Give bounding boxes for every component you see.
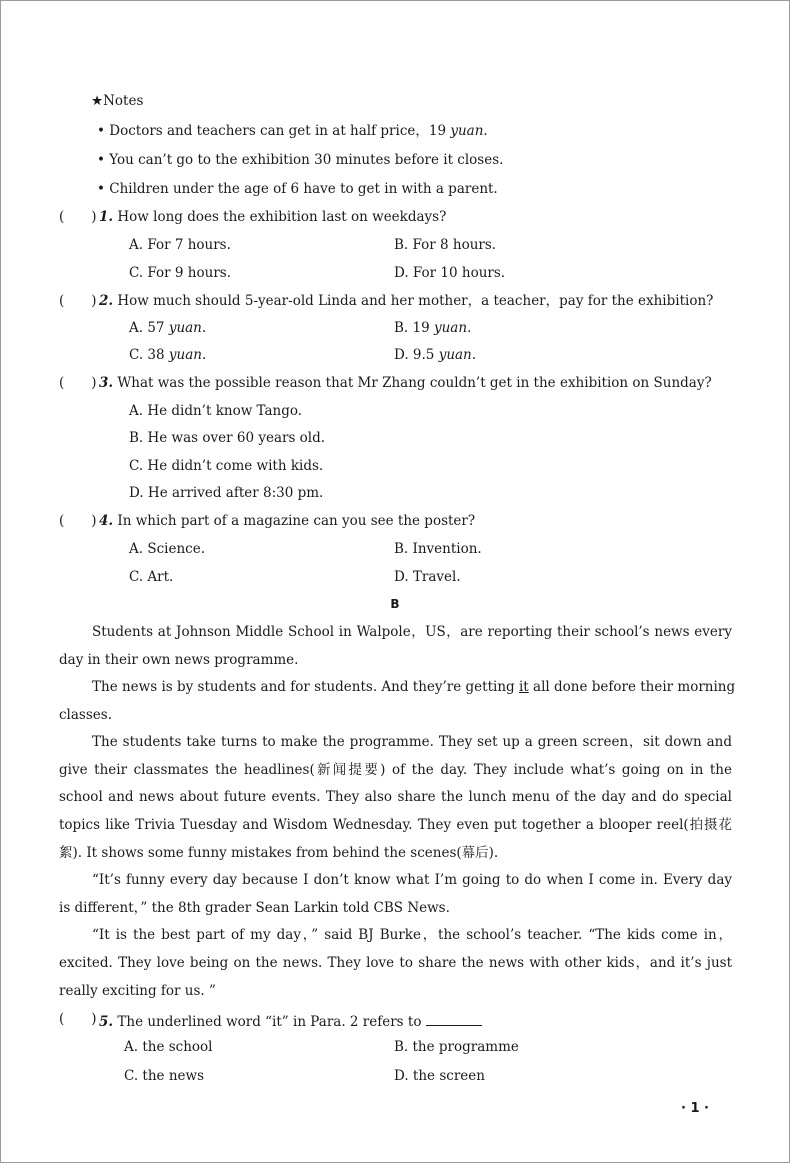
currency-word: yuan [450, 123, 484, 139]
passage-line: excited. They love being on the news. They love to share the news with other kids，and it’s just [59, 955, 732, 971]
option-d: D. He arrived after 8:30 pm. [129, 485, 324, 501]
question-text [99, 295, 713, 309]
answer-parentheses: ( ) [59, 375, 97, 391]
passage-text: The news is by students and for students. And they’re getting [92, 679, 515, 695]
answer-parentheses: ( ) [59, 513, 97, 529]
question-number: 2. [99, 293, 114, 309]
question-text [99, 211, 446, 225]
passage-line: school and news about future events. They also share the lunch menu of the day and do special [59, 789, 732, 805]
option-c: C. Art. [129, 569, 174, 585]
option-c: C. 38 yuan. [129, 347, 207, 363]
passage-line: topics like Trivia Tuesday and Wisdom Wednesday. They even put together a blooper reel(拍摄花 [59, 817, 732, 833]
answer-parentheses: ( ) [59, 209, 97, 225]
question-stem: What was the possible reason that Mr Zhang couldn’t get in the exhibition on Sunday? [113, 375, 712, 391]
option-b: B. He was over 60 years old. [129, 430, 326, 446]
passage-line: is different，” the 8th grader Sean Larkin told CBS News. [59, 900, 450, 916]
question-text [99, 1013, 482, 1030]
passage-line: give their classmates the headlines(新闻提要) of the day. They include what’s going on in the [59, 762, 732, 778]
question-number: 4. [99, 513, 114, 529]
question-number: 5. [99, 1014, 114, 1030]
option-c: C. For 9 hours. [129, 265, 232, 281]
passage-line: Students at Johnson Middle School in Walpole，US，are reporting their school’s news every [92, 624, 732, 640]
passage-line: The students take turns to make the programme. They set up a green screen，sit down and [92, 734, 732, 750]
passage-line [92, 679, 736, 695]
answer-parentheses: ( ) [59, 1011, 97, 1027]
option-d: D. For 10 hours. [394, 265, 506, 281]
option-d: D. Travel. [394, 569, 461, 585]
question-stem: How long does the exhibition last on weekdays? [113, 209, 447, 225]
notes-title: ★Notes [91, 93, 144, 109]
page-number: · 1 · [681, 1101, 709, 1116]
passage-line: 絮). It shows some funny mistakes from behind the scenes(幕后). [59, 845, 499, 861]
answer-blank[interactable] [426, 1013, 482, 1026]
passage-text: all done before their morning [533, 679, 736, 695]
passage-line: really exciting for us. ” [59, 983, 216, 999]
option-c: C. He didn’t come with kids. [129, 458, 324, 474]
question-stem: How much should 5-year-old Linda and her mother，a teacher，pay for the exhibition? [113, 293, 714, 309]
option-b: B. 19 yuan. [394, 320, 472, 336]
option-a: A. Science. [129, 541, 205, 557]
option-a: A. the school [124, 1039, 213, 1055]
currency-word: yuan [168, 320, 202, 336]
option-b: B. Invention. [394, 541, 482, 557]
passage-line: “It is the best part of my day，” said BJ Burke，the school’s teacher. “The kids come in， [92, 927, 732, 943]
currency-word: yuan [168, 347, 202, 363]
note-item: • Children under the age of 6 have to get in with a parent. [97, 181, 498, 197]
question-number: 1. [99, 209, 114, 225]
passage-line: classes. [59, 707, 112, 723]
option-d: D. 9.5 yuan. [394, 347, 477, 363]
option-a: A. He didn’t know Tango. [129, 403, 303, 419]
option-b: B. For 8 hours. [394, 237, 497, 253]
question-stem: In which part of a magazine can you see the poster? [113, 513, 476, 529]
question-text [99, 515, 475, 529]
note-item: • You can’t go to the exhibition 30 minutes before it closes. [97, 152, 504, 168]
underlined-word: it [518, 679, 529, 695]
passage-line: day in their own news programme. [59, 652, 299, 668]
currency-word: yuan [433, 320, 468, 336]
option-c: C. the news [124, 1068, 204, 1084]
question-text [99, 377, 712, 391]
question-stem: The underlined word “it” in Para. 2 refers to [113, 1014, 422, 1030]
answer-parentheses: ( ) [59, 293, 97, 309]
option-d: D. the screen [394, 1068, 485, 1084]
note-item: • Doctors and teachers can get in at half price，19 yuan. [97, 123, 488, 139]
option-b: B. the programme [394, 1039, 519, 1055]
passage-line: “It’s funny every day because I don’t know what I’m going to do when I come in. Every day [92, 872, 732, 888]
option-a: A. For 7 hours. [129, 237, 231, 253]
currency-word: yuan [438, 347, 472, 363]
option-a: A. 57 yuan. [129, 320, 207, 336]
question-number: 3. [99, 375, 114, 391]
section-heading: B [390, 597, 400, 611]
